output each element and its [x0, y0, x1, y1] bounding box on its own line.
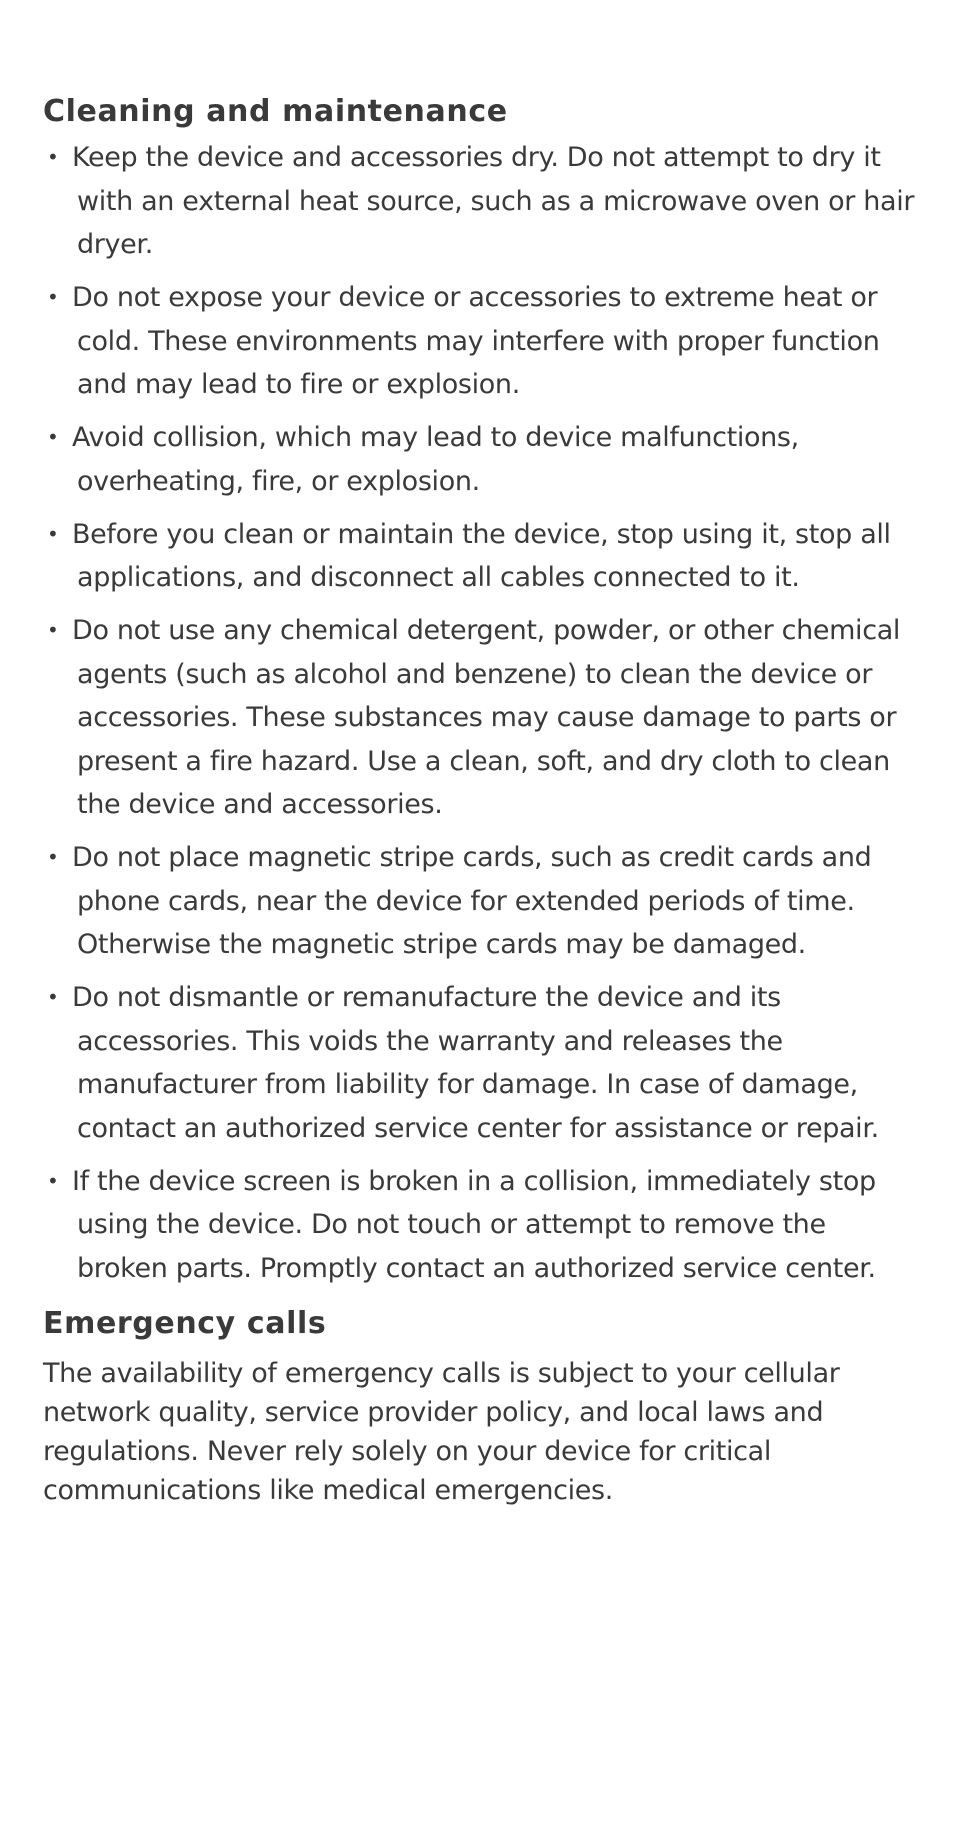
bullet-icon: • — [47, 425, 59, 449]
list-item — [43, 609, 923, 827]
bullet-icon: • — [47, 285, 59, 309]
list-item-text: Avoid collision, which may lead to device malfunctions, overheating, fire, or explosion. — [72, 422, 799, 497]
section-heading-cleaning: Cleaning and maintenance — [43, 94, 508, 129]
list-item-text: Do not use any chemical detergent, powder, or other chemical agents (such as alcohol and benzene) to clean the device or accessories. These substances may cause damage to parts or present a fire hazard. Use a clean, soft, and dry cloth to clean the device and accessories. — [72, 615, 901, 820]
list-item — [43, 513, 923, 600]
list-item-text: Keep the device and accessories dry. Do not attempt to dry it with an external heat source, such as a microwave oven or hair dryer. — [72, 142, 915, 260]
emergency-section — [43, 1300, 923, 1510]
list-item-text: Before you clean or maintain the device, stop using it, stop all applications, and disconnect all cables connected to it. — [72, 518, 891, 593]
list-item — [43, 416, 923, 503]
list-item — [43, 836, 923, 967]
cleaning-bullet-list — [43, 136, 923, 1290]
bullet-icon: • — [47, 521, 59, 546]
bullet-icon: • — [47, 145, 59, 169]
bullet-icon: • — [47, 618, 59, 642]
list-item — [43, 276, 923, 407]
list-item — [43, 136, 923, 267]
list-item-text: Do not dismantle or remanufacture the device and its accessories. This voids the warranty and releases the manufacturer from liability for damage. In case of damage, contact an authorized service center for assistance or repair. — [72, 982, 879, 1144]
bullet-icon: • — [47, 985, 59, 1009]
list-item — [43, 976, 923, 1150]
bullet-icon: • — [47, 1168, 59, 1193]
list-item-text: Do not expose your device or accessories to extreme heat or cold. These environments may interfere with proper function and may lead to fire or explosion. — [72, 282, 880, 400]
bullet-icon: • — [47, 845, 59, 869]
section-heading-emergency: Emergency calls — [43, 1305, 327, 1341]
document-page — [43, 88, 923, 1510]
list-item-text: Do not place magnetic stripe cards, such as credit cards and phone cards, near the device for extended periods of time. Otherwise the magnetic stripe cards may be damaged. — [72, 842, 872, 960]
emergency-paragraph: The availability of emergency calls is subject to your cellular network quality, service provider policy, and local laws and regulations. Never rely solely on your device for critical communications like medical emergencies. — [43, 1357, 840, 1506]
list-item-text: If the device screen is broken in a collision, immediately stop using the device. Do not touch or attempt to remove the broken parts. Promptly contact an authorized service center. — [72, 1165, 876, 1284]
list-item — [43, 1160, 923, 1291]
